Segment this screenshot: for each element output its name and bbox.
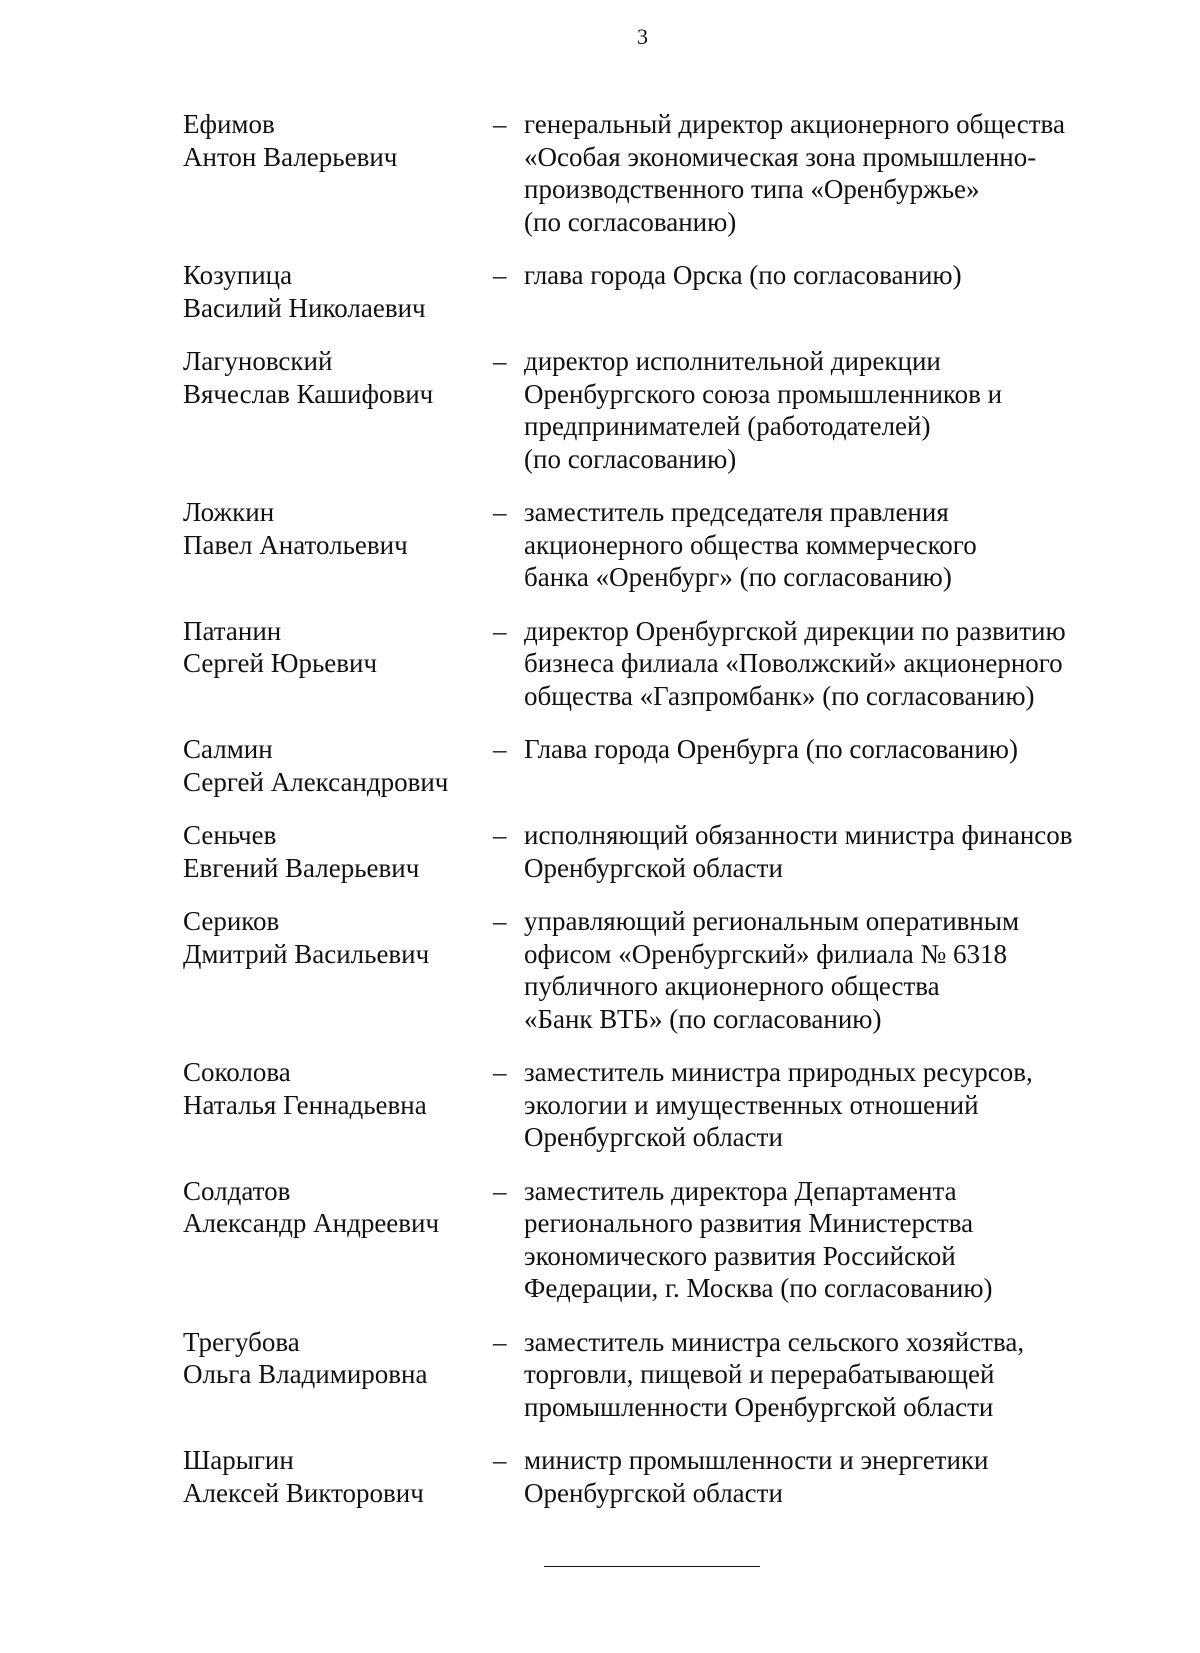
member-surname: Ложкин: [183, 497, 275, 527]
member-entry: [183, 345, 1103, 475]
member-name: [183, 345, 493, 475]
end-divider: [544, 1566, 760, 1567]
member-entry: [183, 615, 1103, 713]
member-position: глава города Орска (по согласованию): [524, 260, 962, 290]
member-surname: Сериков: [183, 906, 280, 936]
member-position: управляющий региональным оперативным офисом «Оренбургский» филиала № 6318 публичного акционерного общества «Банк ВТБ» (по согласованию): [524, 906, 1020, 1034]
member-name: [183, 259, 493, 324]
member-entry: [183, 108, 1103, 238]
member-position: директор исполнительной дирекции Оренбургского союза промышленников и предпринимателей (работодателей) (по согласованию): [524, 346, 1003, 474]
member-name: [183, 1056, 493, 1154]
member-name: [183, 615, 493, 713]
member-position: исполняющий обязанности министра финансов Оренбургской области: [524, 820, 1073, 883]
member-given-names: Вячеслав Кашифович: [183, 378, 434, 409]
member-given-names: Антон Валерьевич: [183, 141, 398, 172]
member-name: [183, 905, 493, 1035]
member-surname: Шарыгин: [183, 1445, 294, 1475]
member-name: [183, 108, 493, 238]
member-name: [183, 733, 493, 798]
member-position: генеральный директор акционерного общества «Особая экономическая зона промышленно- производственного типа «Оренбуржье» (по согласованию): [524, 109, 1065, 237]
dash-separator: –: [493, 734, 507, 764]
member-name: [183, 1175, 493, 1305]
member-entry: [183, 1444, 1103, 1509]
member-given-names: Павел Анатольевич: [183, 529, 408, 560]
member-entry: [183, 905, 1103, 1035]
member-position: заместитель директора Департамента регионального развития Министерства экономического развития Российской Федерации, г. Москва (по согласованию): [524, 1175, 993, 1303]
member-surname: Козупица: [183, 260, 293, 290]
dash-separator: –: [493, 346, 507, 376]
member-given-names: Сергей Александрович: [183, 766, 449, 797]
member-position: заместитель председателя правления акционерного общества коммерческого банка «Оренбург» (по согласованию): [524, 497, 977, 592]
member-entry: [183, 259, 1103, 324]
member-name: [183, 1444, 493, 1509]
dash-separator: –: [493, 1326, 507, 1357]
member-given-names: Александр Андреевич: [183, 1208, 440, 1238]
member-entry: [183, 819, 1103, 884]
dash-separator: –: [493, 615, 507, 646]
member-name: [183, 496, 493, 594]
member-position: Глава города Оренбурга (по согласованию): [524, 734, 1018, 764]
member-given-names: Ольга Владимировна: [183, 1359, 428, 1389]
dash-separator: –: [493, 820, 507, 850]
member-given-names: Наталья Геннадьевна: [183, 1089, 427, 1120]
member-position: директор Оренбургской дирекции по развитию бизнеса филиала «Поволжский» акционерного общества «Газпромбанк» (по согласованию): [524, 615, 1066, 711]
member-entry: [183, 1175, 1103, 1305]
member-entry: [183, 1056, 1103, 1154]
dash-separator: –: [493, 1175, 507, 1206]
dash-separator: –: [493, 109, 507, 139]
member-entry: [183, 733, 1103, 798]
member-surname: Солдатов: [183, 1175, 291, 1206]
member-surname: Трегубова: [183, 1326, 300, 1357]
dash-separator: –: [493, 1445, 507, 1475]
member-position: заместитель министра сельского хозяйства, торговли, пищевой и перерабатывающей промышленности Оренбургской области: [524, 1326, 1025, 1422]
member-given-names: Сергей Юрьевич: [183, 648, 378, 678]
member-surname: Салмин: [183, 734, 273, 764]
member-position: министр промышленности и энергетики Оренбургской области: [524, 1445, 989, 1508]
member-position: заместитель министра природных ресурсов, экологии и имущественных отношений Оренбургской области: [524, 1057, 1033, 1152]
dash-separator: –: [493, 260, 507, 290]
member-name: [183, 819, 493, 884]
member-name: [183, 1326, 493, 1424]
member-entry: [183, 1326, 1103, 1424]
page-number: 3: [637, 24, 648, 49]
member-surname: Лагуновский: [183, 346, 333, 376]
member-given-names: Василий Николаевич: [183, 292, 426, 323]
member-surname: Ефимов: [183, 109, 275, 139]
member-given-names: Алексей Викторович: [183, 1477, 424, 1508]
dash-separator: –: [493, 497, 507, 527]
member-entry: [183, 496, 1103, 594]
member-surname: Сеньчев: [183, 820, 277, 850]
member-given-names: Евгений Валерьевич: [183, 852, 420, 883]
member-surname: Соколова: [183, 1057, 291, 1087]
member-list: [183, 108, 1103, 1509]
dash-separator: –: [493, 906, 507, 936]
dash-separator: –: [493, 1057, 507, 1087]
member-given-names: Дмитрий Васильевич: [183, 938, 430, 969]
member-surname: Патанин: [183, 615, 282, 646]
